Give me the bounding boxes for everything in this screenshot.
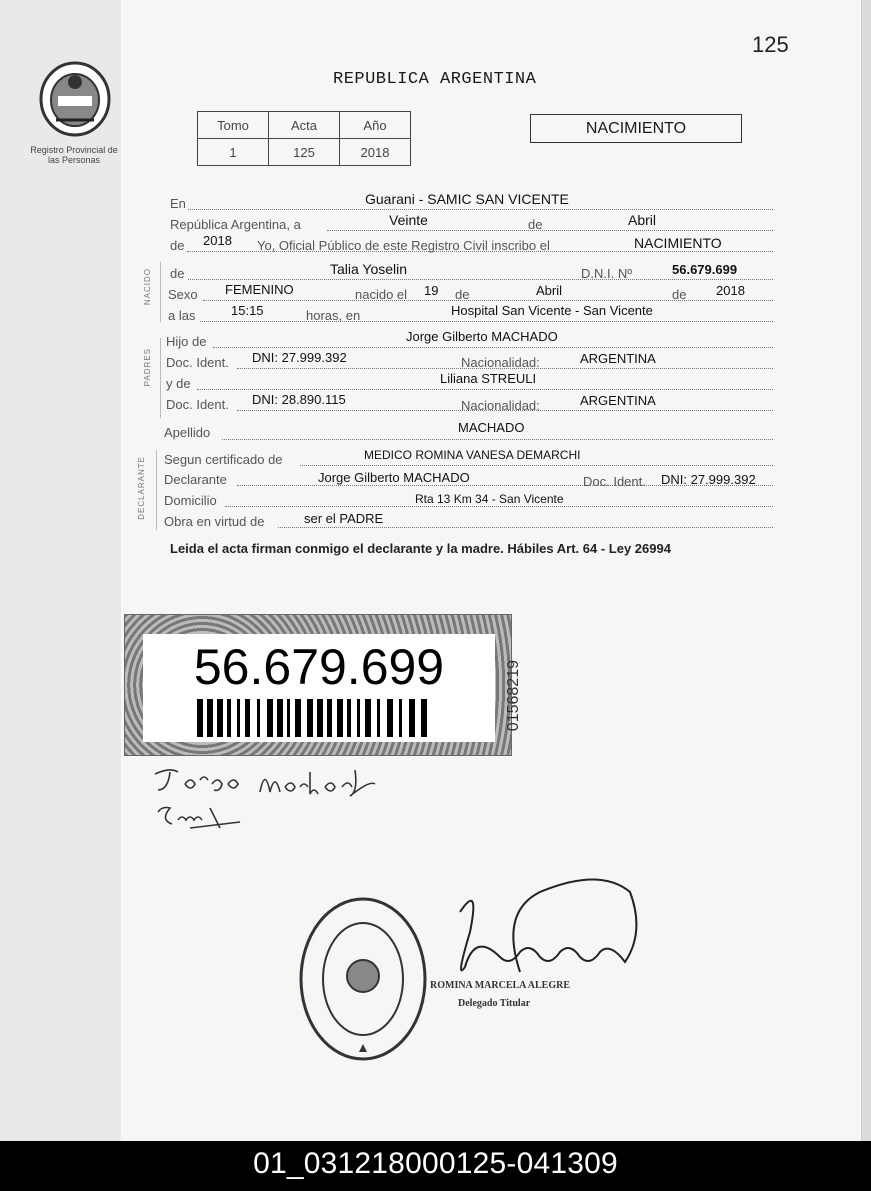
country-title: REPUBLICA ARGENTINA — [333, 70, 537, 89]
inscribe-value: NACIMIENTO — [634, 235, 722, 251]
page-edge — [862, 0, 871, 1141]
nacionalidad2-label: Nacionalidad: — [461, 398, 540, 413]
dotted-line — [300, 464, 773, 466]
padre: Jorge Gilberto MACHADO — [406, 329, 558, 344]
y-de-label: y de — [166, 376, 191, 391]
doc-ident2-label: Doc. Ident. — [166, 397, 229, 412]
official-signature — [430, 872, 660, 992]
sexo-value: FEMENINO — [225, 282, 294, 297]
doc-ident3-label: Doc. Ident. — [583, 474, 646, 489]
acta-header: Acta — [269, 112, 340, 139]
apellido-label: Apellido — [164, 425, 211, 440]
domicilio-label: Domicilio — [164, 493, 217, 508]
de5-label: de — [672, 287, 687, 302]
month: Abril — [628, 212, 657, 228]
a-las-label: a las — [168, 308, 196, 323]
year: 2018 — [203, 233, 232, 248]
en-value: Guarani - SAMIC SAN VICENTE — [365, 191, 569, 207]
official-title: Delegado Titular — [458, 998, 531, 1009]
day-word: Veinte — [389, 212, 428, 228]
nacido-el-label: nacido el — [355, 287, 408, 302]
padre-doc: DNI: 27.999.392 — [252, 350, 347, 365]
dotted-line — [188, 278, 773, 280]
declarante-doc: DNI: 27.999.392 — [661, 472, 756, 487]
nacionalidad-label: Nacionalidad: — [461, 355, 540, 370]
birth-day: 19 — [424, 283, 439, 298]
republica-label: República Argentina, a — [170, 217, 301, 232]
ano-value: 2018 — [340, 139, 411, 166]
madre-doc: DNI: 28.890.115 — [252, 392, 346, 407]
padres-side-label: PADRES — [143, 348, 152, 387]
lugar: Hospital San Vicente - San Vicente — [451, 303, 653, 318]
tomo-value: 1 — [198, 139, 269, 166]
horas-en-label: horas, en — [306, 308, 361, 323]
domicilio: Rta 13 Km 34 - San Vicente — [415, 492, 564, 506]
dotted-line — [200, 320, 773, 322]
dni-label: D.N.I. Nº — [581, 266, 632, 281]
de-label: de — [528, 217, 543, 232]
dni-value: 56.679.699 — [672, 262, 738, 277]
certificado: MEDICO ROMINA VANESA DEMARCHI — [364, 448, 581, 462]
section-divider — [156, 450, 157, 530]
section-divider — [160, 262, 161, 322]
de4-label: de — [455, 287, 470, 302]
madre: Liliana STREULI — [440, 371, 537, 386]
dotted-line — [213, 346, 773, 348]
dotted-line — [278, 526, 773, 528]
dotted-line — [327, 229, 773, 231]
closing-statement: Leida el acta firman conmigo el declarante y la madre. Hábiles Art. 64 - Ley 26994 — [170, 541, 671, 556]
obra: ser el PADRE — [304, 511, 384, 526]
apellido: MACHADO — [458, 420, 525, 435]
dotted-line — [203, 299, 773, 301]
hijo-de-label: Hijo de — [166, 334, 207, 349]
registry-caption: Registro Provincial de las Personas — [30, 145, 118, 165]
nacido-side-label: NACIDO — [143, 268, 152, 306]
ano-header: Año — [340, 112, 411, 139]
segun-label: Segun certificado de — [164, 452, 283, 467]
madre-nacionalidad: ARGENTINA — [580, 393, 656, 408]
dotted-line — [197, 388, 773, 390]
page-number: 125 — [752, 32, 789, 57]
dni-sticker-number: 56.679.699 — [193, 639, 445, 695]
oficial-text: Yo, Oficial Público de este Registro Civil inscribo el — [257, 238, 550, 253]
footer-code: 01_031218000125-041309 — [0, 1141, 871, 1191]
de2-label: de — [170, 238, 185, 253]
de3-label: de — [170, 266, 185, 281]
hora: 15:15 — [231, 303, 264, 318]
sexo-label: Sexo — [168, 287, 198, 302]
barcode-icon — [197, 699, 429, 737]
en-label: En — [170, 196, 186, 211]
tomo-acta-ano-table — [197, 111, 411, 166]
official-name: ROMINA MARCELA ALEGRE — [430, 980, 571, 991]
acta-value: 125 — [269, 139, 340, 166]
birth-year: 2018 — [716, 283, 745, 298]
sticker-vertical-code: 01568219 — [505, 660, 522, 732]
padre-nacionalidad: ARGENTINA — [580, 351, 656, 366]
birth-month: Abril — [536, 283, 563, 298]
declarante-side-label: DECLARANTE — [137, 456, 146, 520]
dotted-line — [222, 438, 773, 440]
declarante: Jorge Gilberto MACHADO — [318, 470, 470, 485]
tomo-header: Tomo — [198, 112, 269, 139]
obra-label: Obra en virtud de — [164, 514, 265, 529]
section-divider — [160, 338, 161, 418]
act-type-box: NACIMIENTO — [530, 114, 742, 143]
declarante-label: Declarante — [164, 472, 227, 487]
handwritten-signature-father — [150, 762, 390, 832]
provincial-seal-icon — [36, 60, 114, 138]
dotted-line — [188, 208, 773, 210]
nombre: Talia Yoselin — [330, 261, 408, 277]
doc-ident-label: Doc. Ident. — [166, 355, 229, 370]
official-stamp-icon — [296, 894, 430, 1064]
